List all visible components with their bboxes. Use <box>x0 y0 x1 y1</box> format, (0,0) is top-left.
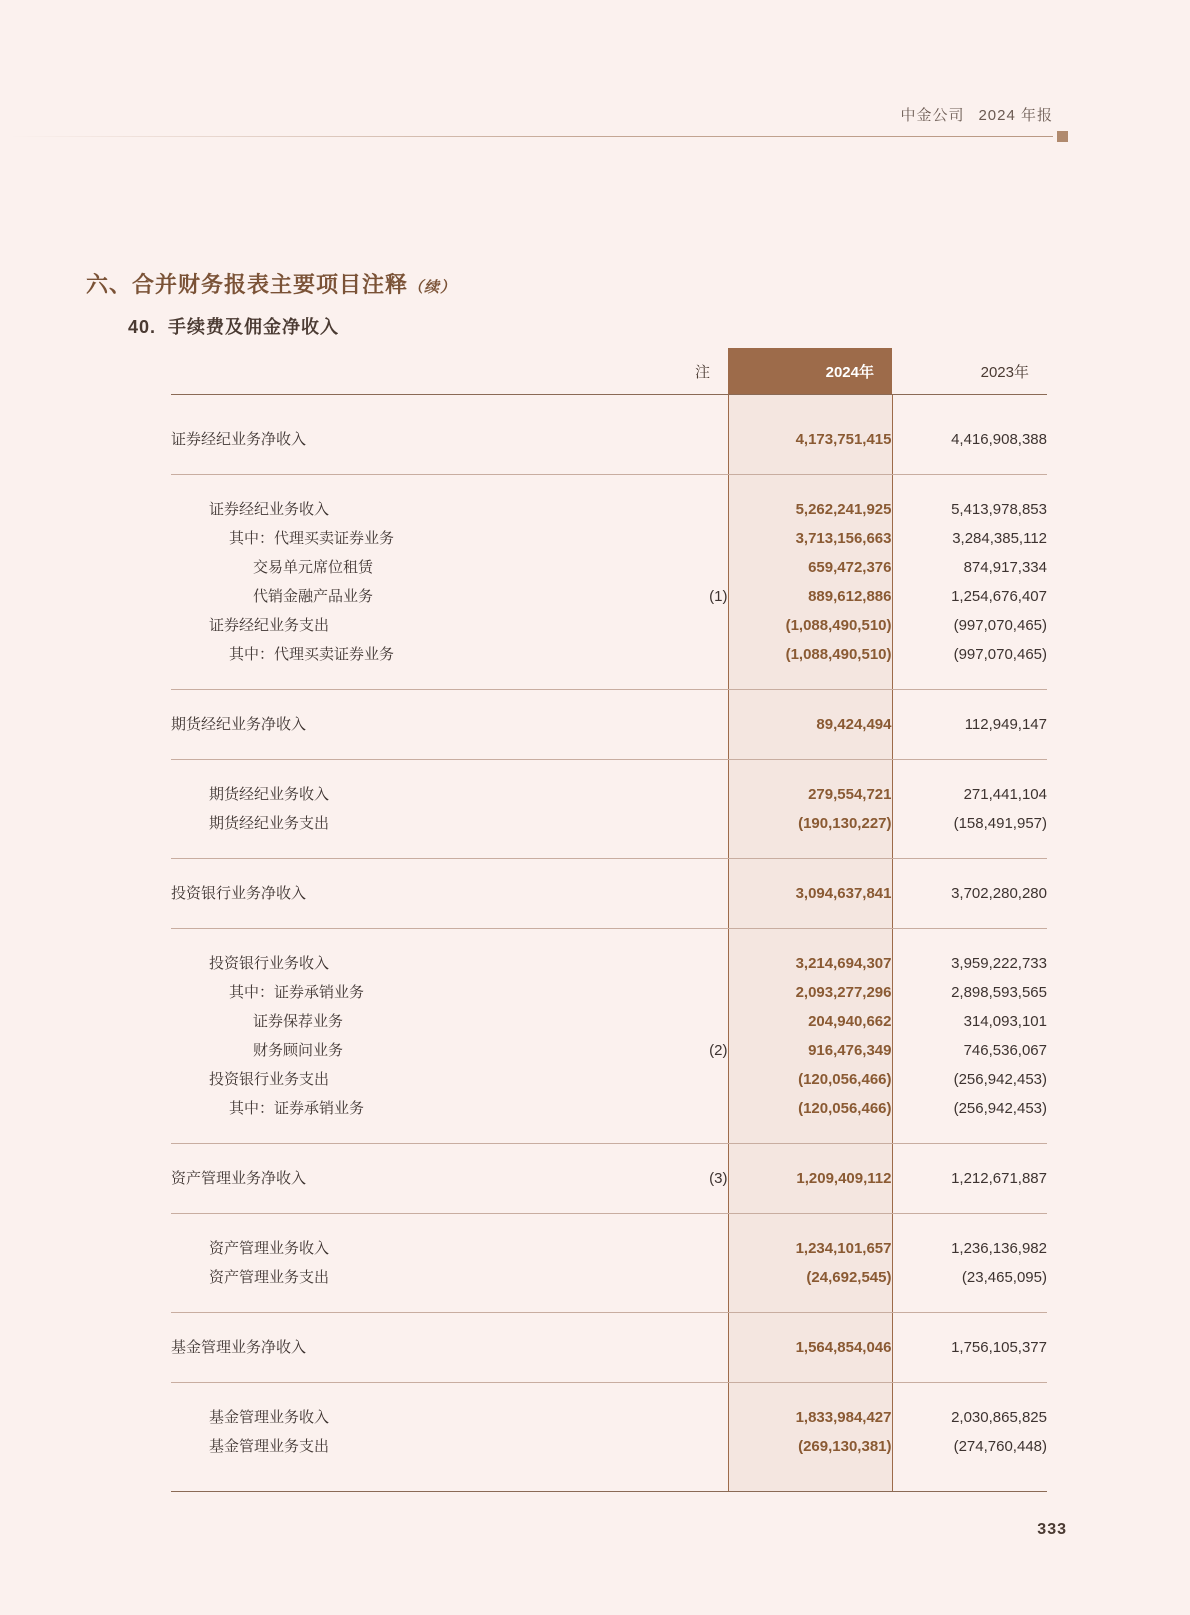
row-label: 证券保荐业务 <box>253 1012 344 1030</box>
row-value-2024: 3,094,637,841 <box>728 879 892 908</box>
table-row <box>171 582 1047 611</box>
row-note <box>637 1403 728 1432</box>
spacer-cell <box>171 1362 637 1382</box>
row-label: 投资银行业务净收入 <box>171 884 307 902</box>
spacer-cell <box>171 1313 637 1334</box>
table-row <box>171 495 1047 524</box>
table-row <box>171 1164 1047 1193</box>
spacer-cell <box>637 1383 728 1404</box>
row-value-2024: (120,056,466) <box>728 1094 892 1123</box>
row-label: 资产管理业务支出 <box>209 1268 330 1286</box>
spacer-cell <box>892 1313 1047 1334</box>
row-value-2023: 5,413,978,853 <box>951 500 1047 518</box>
row-note: (3) <box>709 1169 728 1187</box>
spacer-2024 <box>728 1144 892 1165</box>
row-note <box>637 710 728 739</box>
row-value-2023: 3,284,385,112 <box>952 529 1047 547</box>
spacer-cell <box>892 475 1047 496</box>
row-label: 证券经纪业务支出 <box>209 616 330 634</box>
spacer-cell <box>171 1123 637 1143</box>
spacer-cell <box>637 1193 728 1213</box>
table-spacer <box>171 395 1047 426</box>
row-note <box>637 1007 728 1036</box>
row-value-2024: 1,234,101,657 <box>728 1234 892 1263</box>
section-title-continued: （续） <box>408 279 457 296</box>
spacer-cell <box>892 1123 1047 1143</box>
spacer-cell <box>171 1383 637 1404</box>
row-label: 投资银行业务收入 <box>209 954 330 972</box>
table-spacer <box>171 690 1047 711</box>
spacer-cell <box>637 1214 728 1235</box>
spacer-cell <box>637 1144 728 1165</box>
table-row <box>171 1263 1047 1292</box>
fee-commission-table <box>171 348 1047 1492</box>
page-number: 333 <box>1037 1521 1067 1538</box>
spacer-cell <box>637 1362 728 1382</box>
row-note <box>637 1065 728 1094</box>
table-rule-2023 <box>892 1491 1047 1492</box>
row-note <box>637 978 728 1007</box>
row-value-2024: 4,173,751,415 <box>728 425 892 454</box>
table-row <box>171 640 1047 669</box>
spacer-cell <box>892 1193 1047 1213</box>
table-row <box>171 524 1047 553</box>
spacer-cell <box>171 475 637 496</box>
table-row <box>171 1234 1047 1263</box>
spacer-2024 <box>728 929 892 950</box>
spacer-2024 <box>728 760 892 781</box>
spacer-cell <box>892 1383 1047 1404</box>
spacer-cell <box>637 838 728 858</box>
row-value-2023: 874,917,334 <box>963 558 1047 576</box>
spacer-cell <box>637 454 728 474</box>
row-value-2023: 746,536,067 <box>963 1041 1047 1059</box>
spacer-cell <box>892 739 1047 759</box>
table-rule <box>171 1491 1047 1492</box>
spacer-2024 <box>728 475 892 496</box>
spacer-cell <box>171 859 637 880</box>
header-col-2024: 2024年 <box>728 348 892 394</box>
spacer-2024 <box>728 1461 892 1491</box>
spacer-cell <box>637 1313 728 1334</box>
spacer-cell <box>892 760 1047 781</box>
row-note <box>637 1094 728 1123</box>
spacer-cell <box>637 1461 728 1491</box>
spacer-cell <box>892 1214 1047 1235</box>
row-note <box>637 524 728 553</box>
table-row <box>171 553 1047 582</box>
spacer-cell <box>892 929 1047 950</box>
spacer-2024 <box>728 859 892 880</box>
spacer-cell <box>892 1461 1047 1491</box>
spacer-cell <box>637 929 728 950</box>
row-label: 其中：代理买卖证券业务 <box>229 645 395 663</box>
spacer-cell <box>892 908 1047 928</box>
row-label: 基金管理业务支出 <box>209 1437 330 1455</box>
header-col-2023: 2023年 <box>980 363 1029 381</box>
row-label: 交易单元席位租赁 <box>253 558 374 576</box>
table-row <box>171 1403 1047 1432</box>
row-value-2023: (256,942,453) <box>953 1099 1047 1117</box>
spacer-2024 <box>728 454 892 474</box>
spacer-cell <box>171 669 637 689</box>
table-row <box>171 949 1047 978</box>
row-value-2024: 1,833,984,427 <box>728 1403 892 1432</box>
row-value-2024: 204,940,662 <box>728 1007 892 1036</box>
row-note <box>637 611 728 640</box>
row-value-2024: 1,564,854,046 <box>728 1333 892 1362</box>
row-note <box>637 949 728 978</box>
table-spacer <box>171 1292 1047 1312</box>
row-label: 证券经纪业务收入 <box>209 500 330 518</box>
row-note <box>637 425 728 454</box>
spacer-2024 <box>728 1193 892 1213</box>
row-note <box>637 879 728 908</box>
spacer-2024 <box>728 908 892 928</box>
row-label: 资产管理业务净收入 <box>171 1169 307 1187</box>
spacer-cell <box>892 859 1047 880</box>
table-spacer <box>171 454 1047 474</box>
row-value-2024: 5,262,241,925 <box>728 495 892 524</box>
spacer-cell <box>171 690 637 711</box>
spacer-cell <box>171 929 637 950</box>
row-value-2023: 1,254,676,407 <box>951 587 1047 605</box>
row-value-2024: 279,554,721 <box>728 780 892 809</box>
spacer-cell <box>637 669 728 689</box>
header-marker-icon <box>1057 131 1068 142</box>
row-label: 投资银行业务支出 <box>209 1070 330 1088</box>
row-value-2023: 271,441,104 <box>963 785 1047 803</box>
header-note: 注 <box>694 363 710 381</box>
row-note <box>637 1432 728 1461</box>
row-value-2023: (997,070,465) <box>953 645 1047 663</box>
row-note <box>637 640 728 669</box>
row-label: 资产管理业务收入 <box>209 1239 330 1257</box>
spacer-cell <box>637 1123 728 1143</box>
page-header <box>0 104 1190 144</box>
row-note <box>637 1333 728 1362</box>
row-label: 代销金融产品业务 <box>253 587 374 605</box>
table-header-row <box>171 348 1047 394</box>
table-rule-left <box>171 1491 728 1492</box>
row-value-2023: 3,959,222,733 <box>951 954 1047 972</box>
header-company: 中金公司 <box>900 107 965 124</box>
row-value-2023: 1,756,105,377 <box>951 1338 1047 1356</box>
row-value-2023: (23,465,095) <box>961 1268 1047 1286</box>
row-value-2023: 2,030,865,825 <box>951 1408 1047 1426</box>
row-value-2024: 916,476,349 <box>728 1036 892 1065</box>
table-spacer <box>171 1123 1047 1143</box>
row-value-2024: (1,088,490,510) <box>728 611 892 640</box>
table-spacer <box>171 1362 1047 1382</box>
spacer-2024 <box>728 1123 892 1143</box>
row-value-2024: (120,056,466) <box>728 1065 892 1094</box>
spacer-cell <box>637 475 728 496</box>
row-label: 基金管理业务收入 <box>209 1408 330 1426</box>
spacer-cell <box>171 454 637 474</box>
spacer-cell <box>637 739 728 759</box>
table-row <box>171 1094 1047 1123</box>
table-spacer <box>171 1313 1047 1334</box>
row-label: 期货经纪业务支出 <box>209 814 330 832</box>
spacer-cell <box>892 454 1047 474</box>
spacer-cell <box>171 1214 637 1235</box>
row-note: (1) <box>709 587 728 605</box>
table-row <box>171 879 1047 908</box>
spacer-cell <box>171 1193 637 1213</box>
spacer-cell <box>637 859 728 880</box>
spacer-2024 <box>728 395 892 426</box>
row-label: 证券经纪业务净收入 <box>171 430 307 448</box>
spacer-cell <box>171 1292 637 1312</box>
table-row <box>171 611 1047 640</box>
table-spacer <box>171 1144 1047 1165</box>
spacer-cell <box>892 1144 1047 1165</box>
table-rule-2024 <box>728 1491 892 1492</box>
table-body <box>171 394 1047 1492</box>
spacer-cell <box>892 1292 1047 1312</box>
table-row <box>171 1432 1047 1461</box>
row-value-2024: (269,130,381) <box>728 1432 892 1461</box>
row-note <box>637 553 728 582</box>
table-row <box>171 780 1047 809</box>
spacer-2024 <box>728 1362 892 1382</box>
row-value-2023: (274,760,448) <box>953 1437 1047 1455</box>
row-value-2023: 3,702,280,280 <box>951 884 1047 902</box>
row-value-2024: 3,214,694,307 <box>728 949 892 978</box>
table-row <box>171 710 1047 739</box>
table-row <box>171 1065 1047 1094</box>
table-row <box>171 809 1047 838</box>
spacer-2024 <box>728 1292 892 1312</box>
row-note <box>637 809 728 838</box>
table-spacer <box>171 760 1047 781</box>
row-note <box>637 495 728 524</box>
row-value-2023: 112,949,147 <box>964 715 1047 733</box>
subsection-title <box>128 313 339 339</box>
table-row <box>171 1036 1047 1065</box>
row-value-2023: (256,942,453) <box>953 1070 1047 1088</box>
spacer-2024 <box>728 669 892 689</box>
row-value-2023: 2,898,593,565 <box>951 983 1047 1001</box>
row-value-2024: 889,612,886 <box>728 582 892 611</box>
row-value-2024: (1,088,490,510) <box>728 640 892 669</box>
spacer-2024 <box>728 838 892 858</box>
spacer-cell <box>637 690 728 711</box>
row-value-2023: 1,236,136,982 <box>951 1239 1047 1257</box>
row-label: 其中：证券承销业务 <box>229 1099 365 1117</box>
spacer-cell <box>171 760 637 781</box>
spacer-cell <box>637 395 728 426</box>
spacer-2024 <box>728 690 892 711</box>
subsection-number: 40. <box>128 317 157 337</box>
row-value-2024: 1,209,409,112 <box>728 1164 892 1193</box>
header-text <box>900 104 1053 125</box>
table-spacer <box>171 1461 1047 1491</box>
table-row <box>171 978 1047 1007</box>
spacer-2024 <box>728 1214 892 1235</box>
table-spacer <box>171 929 1047 950</box>
spacer-cell <box>171 1144 637 1165</box>
table-spacer <box>171 1214 1047 1235</box>
table-row <box>171 1007 1047 1036</box>
table-row <box>171 425 1047 454</box>
subsection-title-text: 手续费及佣金净收入 <box>168 317 340 337</box>
table-row <box>171 1333 1047 1362</box>
spacer-cell <box>171 908 637 928</box>
spacer-2024 <box>728 1313 892 1334</box>
spacer-cell <box>171 739 637 759</box>
spacer-2024 <box>728 1383 892 1404</box>
section-title <box>86 268 456 299</box>
section-title-text: 六、合并财务报表主要项目注释 <box>86 272 409 297</box>
row-label: 期货经纪业务收入 <box>209 785 330 803</box>
table-spacer <box>171 859 1047 880</box>
header-divider <box>10 136 1053 137</box>
spacer-cell <box>637 1292 728 1312</box>
row-value-2024: 89,424,494 <box>728 710 892 739</box>
spacer-cell <box>171 1461 637 1491</box>
row-value-2023: 314,093,101 <box>963 1012 1047 1030</box>
spacer-cell <box>892 838 1047 858</box>
table-spacer <box>171 838 1047 858</box>
spacer-cell <box>892 669 1047 689</box>
spacer-cell <box>892 395 1047 426</box>
row-value-2024: 659,472,376 <box>728 553 892 582</box>
row-value-2023: (997,070,465) <box>953 616 1047 634</box>
row-value-2024: 2,093,277,296 <box>728 978 892 1007</box>
spacer-cell <box>637 760 728 781</box>
row-label: 基金管理业务净收入 <box>171 1338 307 1356</box>
row-value-2023: (158,491,957) <box>953 814 1047 832</box>
table-spacer <box>171 475 1047 496</box>
spacer-cell <box>171 838 637 858</box>
table-spacer <box>171 1383 1047 1404</box>
row-value-2024: 3,713,156,663 <box>728 524 892 553</box>
row-value-2024: (190,130,227) <box>728 809 892 838</box>
spacer-cell <box>171 395 637 426</box>
row-label: 其中：证券承销业务 <box>229 983 365 1001</box>
spacer-2024 <box>728 739 892 759</box>
row-note <box>637 780 728 809</box>
spacer-cell <box>637 908 728 928</box>
table-spacer <box>171 739 1047 759</box>
row-note: (2) <box>709 1041 728 1059</box>
row-value-2023: 4,416,908,388 <box>951 430 1047 448</box>
spacer-cell <box>892 690 1047 711</box>
row-label: 其中：代理买卖证券业务 <box>229 529 395 547</box>
table-spacer <box>171 908 1047 928</box>
fee-commission-table-wrap <box>171 348 1047 1492</box>
row-value-2023: 1,212,671,887 <box>951 1169 1047 1187</box>
table-spacer <box>171 669 1047 689</box>
row-note <box>637 1234 728 1263</box>
row-label: 财务顾问业务 <box>253 1041 344 1059</box>
table-spacer <box>171 1193 1047 1213</box>
row-label: 期货经纪业务净收入 <box>171 715 307 733</box>
spacer-cell <box>892 1362 1047 1382</box>
row-note <box>637 1263 728 1292</box>
header-blank <box>171 348 637 394</box>
header-report: 2024 年报 <box>978 107 1053 124</box>
row-value-2024: (24,692,545) <box>728 1263 892 1292</box>
